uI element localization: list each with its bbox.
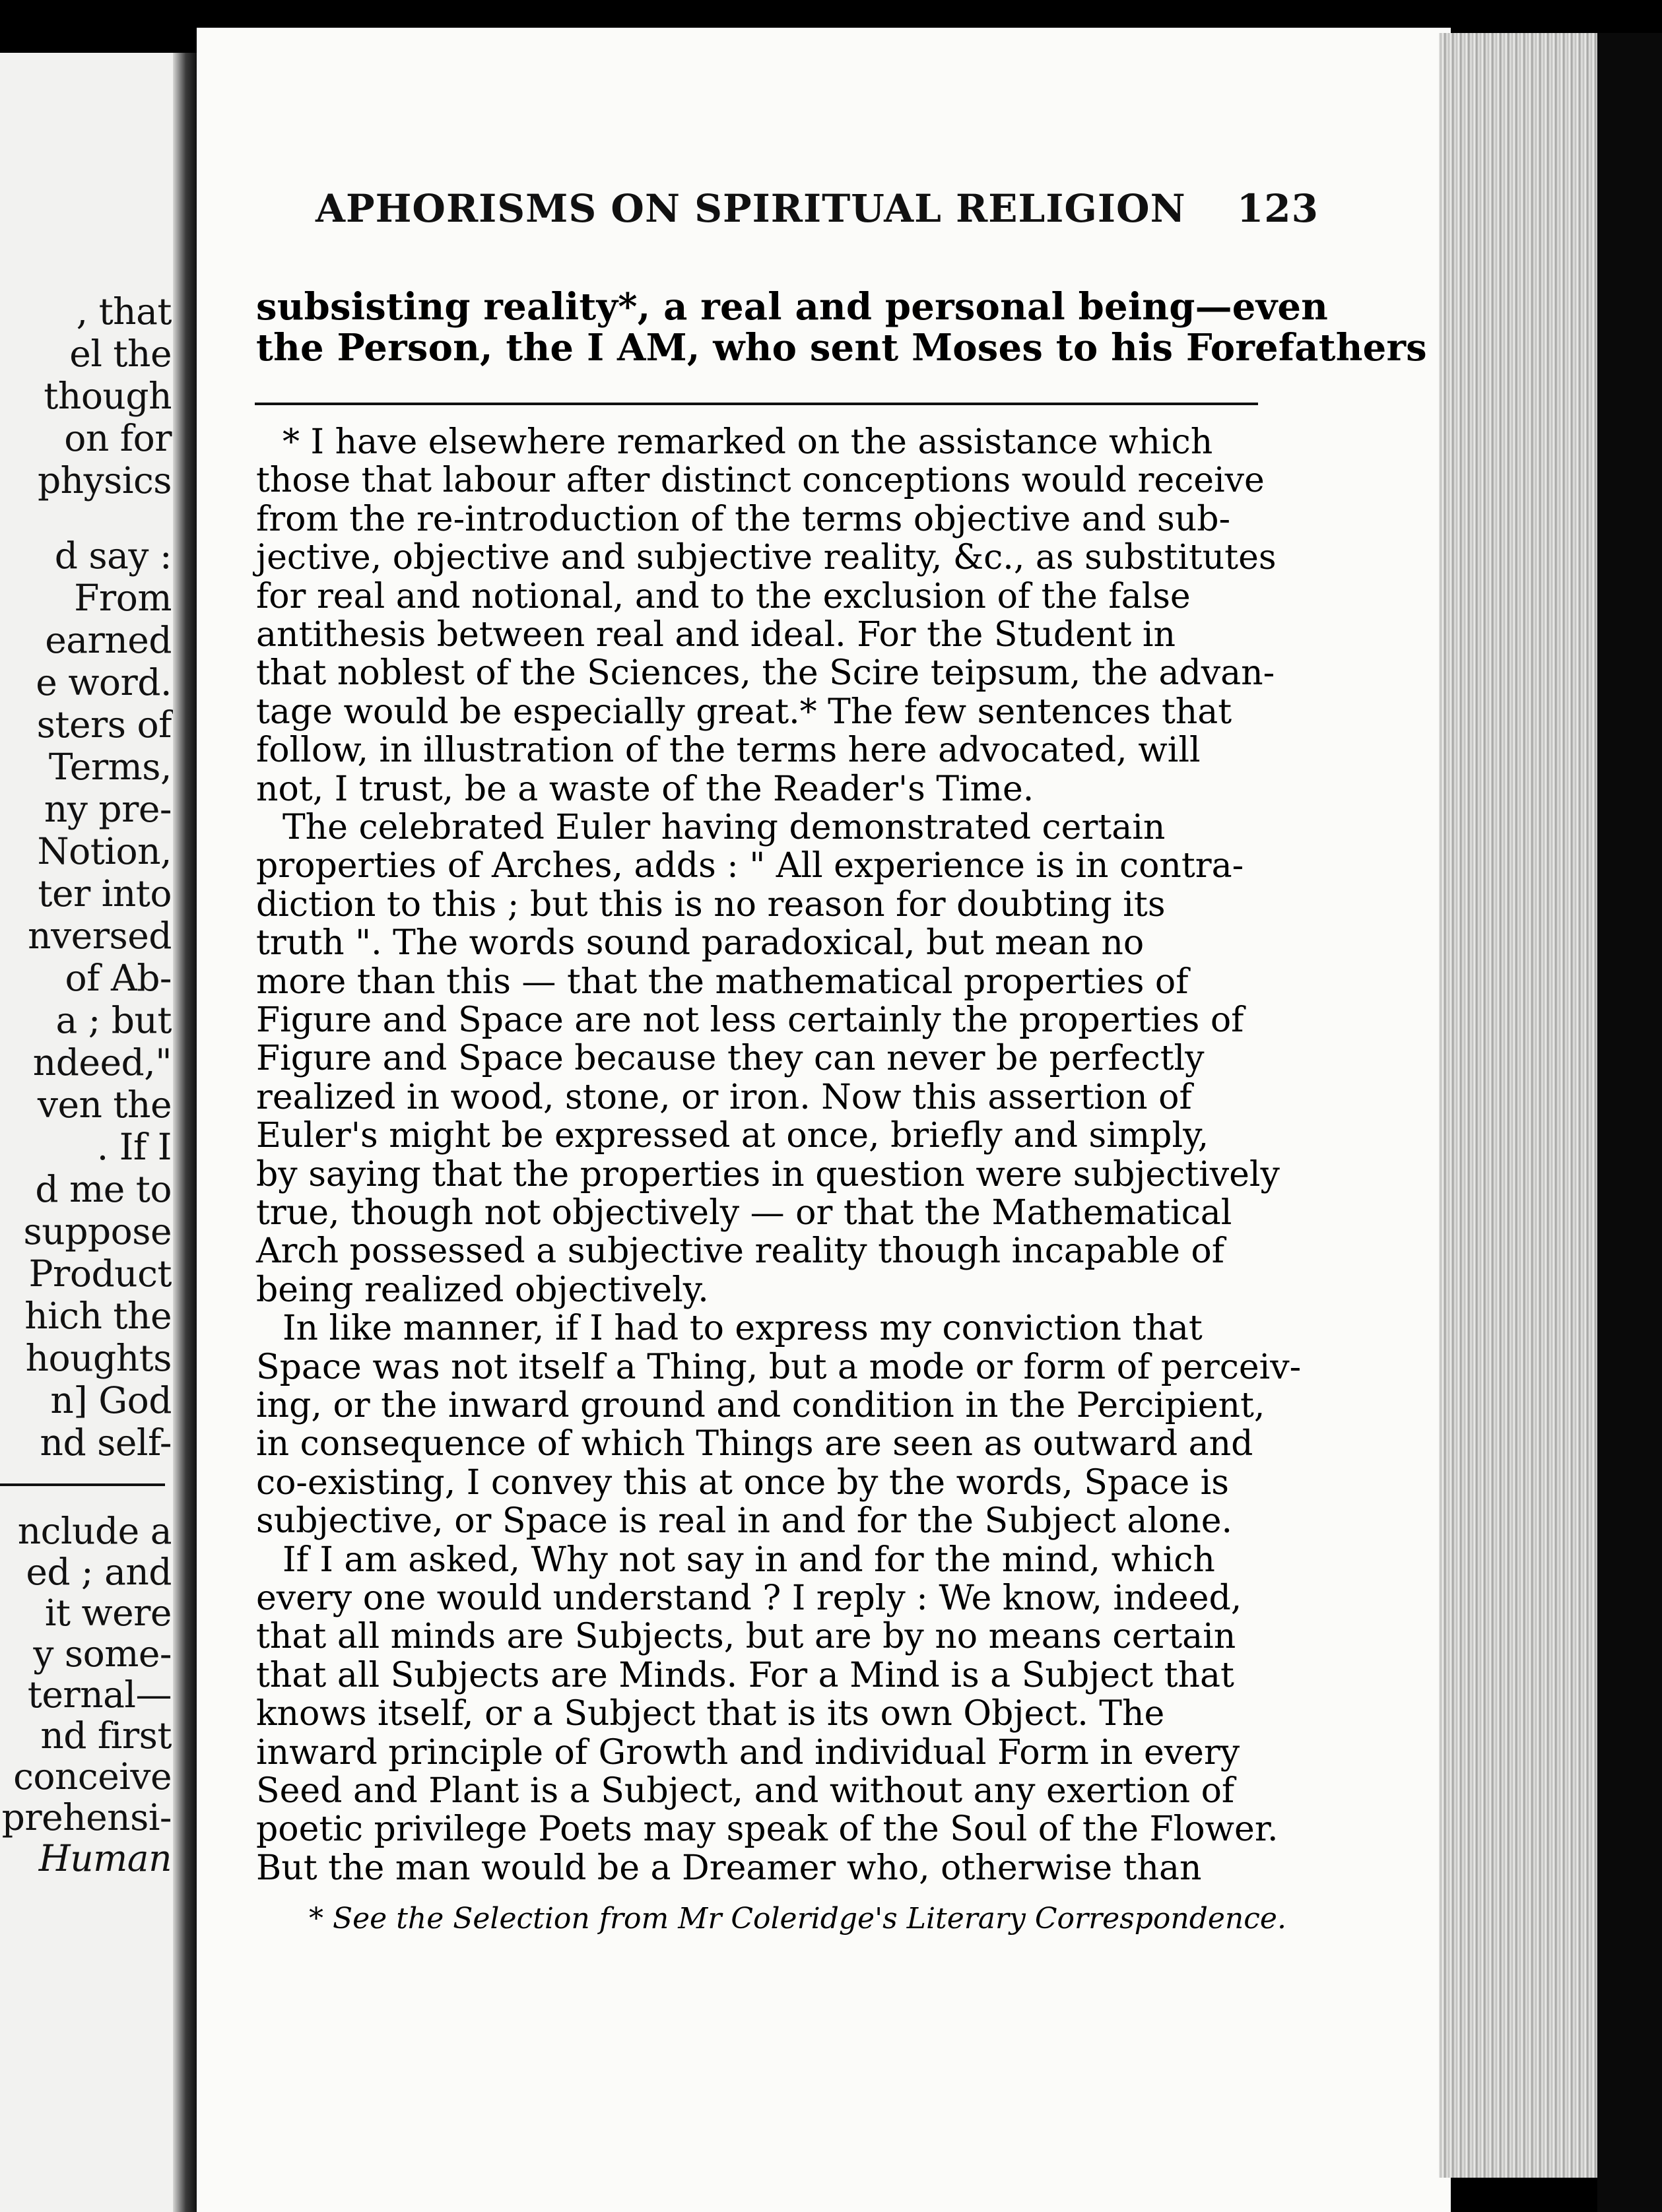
footnote-line: Seed and Plant is a Subject, and without any exertion of (256, 1771, 1235, 1811)
footnote-line: jective, objective and subjective reality, &c., as substitutes (256, 538, 1277, 578)
footnote-line: realized in wood, stone, or iron. Now this assertion of (256, 1077, 1192, 1117)
footnote-rule (255, 403, 1258, 405)
left-page-line: houghts (25, 1337, 172, 1379)
footnote-line: by saying that the properties in question were subjectively (256, 1154, 1280, 1194)
left-page-line: ven the (37, 1084, 172, 1126)
left-page-line: sters of (36, 703, 172, 746)
footnote-line: those that labour after distinct conceptions would receive (256, 461, 1265, 501)
footnote-line: If I am asked, Why not say in and for the mind, which (283, 1540, 1215, 1580)
footnote-line: in consequence of which Things are seen as outward and (256, 1424, 1253, 1464)
footnote-line: being realized objectively. (256, 1270, 709, 1310)
left-page-line: ter into (38, 872, 172, 915)
footnote-line: every one would understand ? I reply : We know, indeed, (256, 1578, 1242, 1618)
footnote-line: more than this — that the mathematical properties of (256, 961, 1189, 1002)
bottom-footnote: * See the Selection from Mr Coleridge's Literary Correspondence. (309, 1902, 1286, 1936)
footnote-line: ing, or the inward ground and condition in the Percipient, (256, 1386, 1265, 1425)
footnote-line: subjective, or Space is real in and for the Subject alone. (256, 1501, 1233, 1542)
footnote-line: Figure and Space are not less certainly the properties of (256, 1000, 1244, 1040)
left-page-line: hich the (24, 1295, 172, 1337)
left-page-line: y some- (33, 1633, 172, 1675)
left-page (0, 53, 191, 2212)
left-page-line: , that (76, 290, 172, 333)
left-page-line: nversed (28, 915, 172, 957)
left-page-line: e word. (36, 661, 172, 703)
left-page-line: d say : (54, 535, 172, 577)
footnote-line: for real and notional, and to the exclusion of the false (256, 576, 1191, 616)
left-page-line: ternal— (27, 1674, 172, 1716)
footnote-line: that noblest of the Sciences, the Scire teipsum, the advan- (256, 653, 1275, 694)
footnote-line: inward principle of Growth and individual Form in every (256, 1732, 1240, 1773)
left-page-line: though (44, 375, 172, 417)
left-page-line: Product (28, 1252, 172, 1295)
left-page-line: Terms, (48, 746, 172, 788)
left-page-line: el the (69, 333, 172, 375)
left-page-line: of Ab- (65, 957, 172, 999)
left-page-line: nd first (40, 1714, 172, 1757)
footnote-line: Arch possessed a subjective reality though incapable of (256, 1231, 1224, 1272)
left-page-line: on for (64, 417, 172, 459)
left-page-line: earned (45, 619, 172, 661)
left-page-line: prehensi- (1, 1796, 172, 1838)
footnote-line: that all Subjects are Minds. For a Mind is a Subject that (256, 1655, 1234, 1695)
footnote-line: properties of Arches, adds : " All experience is in contra- (256, 846, 1244, 886)
left-page-line: n] God (50, 1379, 172, 1421)
left-page-line: Notion, (37, 830, 172, 872)
left-page-line: . If I (96, 1126, 172, 1168)
left-page-line: a ; but (55, 999, 172, 1041)
footnote-line: true, though not objectively — or that the Mathematical (256, 1193, 1232, 1233)
left-page-line: Human (38, 1837, 172, 1879)
left-page-line: ed ; and (26, 1551, 172, 1593)
main-text-line: subsisting reality*, a real and personal being—even (256, 285, 1329, 329)
footnote-line: follow, in illustration of the terms here advocated, will (256, 731, 1201, 771)
left-page-line: nclude a (17, 1510, 172, 1552)
left-page-line: d me to (35, 1168, 172, 1210)
right-page (197, 28, 1451, 2212)
footnote-line: The celebrated Euler having demonstrated certain (283, 808, 1166, 847)
footnote-line: from the re-introduction of the terms objective and sub- (256, 499, 1231, 539)
footnote-line: tage would be especially great.* The few sentences that (256, 692, 1232, 732)
footnote-line: knows itself, or a Subject that is its own Object. The (256, 1694, 1165, 1734)
book-gutter (173, 53, 197, 2212)
left-page-line: suppose (23, 1210, 172, 1252)
footnote-line: Figure and Space because they can never be perfectly (256, 1039, 1205, 1079)
footnote-line: not, I trust, be a waste of the Reader's Time. (256, 769, 1034, 809)
header-title: APHORISMS ON SPIRITUAL RELIGION (316, 186, 1186, 231)
left-page-line: physics (37, 459, 172, 502)
footnote-line: diction to this ; but this is no reason for doubting its (256, 884, 1166, 925)
left-page-line: nd self- (40, 1421, 172, 1464)
left-page-line: conceive (13, 1755, 172, 1798)
footnote-line: Space was not itself a Thing, but a mode or form of perceiv- (256, 1347, 1302, 1387)
left-page-rule (0, 1483, 165, 1486)
page-edges (1439, 33, 1612, 2178)
left-page-line: ny pre- (44, 788, 172, 830)
footnote-line: that all minds are Subjects, but are by no means certain (256, 1617, 1236, 1657)
running-header (316, 186, 1319, 231)
left-page-line: ndeed," (32, 1041, 172, 1084)
footnote-line: But the man would be a Dreamer who, otherwise than (256, 1848, 1202, 1888)
footnote-line: poetic privilege Poets may speak of the Soul of the Flower. (256, 1809, 1279, 1850)
footnote-line: Euler's might be expressed at once, briefly and simply, (256, 1116, 1209, 1156)
edge-shadow (1597, 33, 1662, 2212)
footnote-line: In like manner, if I had to express my conviction that (283, 1309, 1203, 1349)
footnote-line: co-existing, I convey this at once by the words, Space is (256, 1462, 1229, 1503)
left-page-line: it were (44, 1592, 172, 1634)
main-text-line: the Person, the I AM, who sent Moses to his Forefathers (256, 326, 1427, 370)
left-page-line: From (74, 577, 172, 619)
footnote-line: truth ". The words sound paradoxical, but mean no (256, 923, 1145, 963)
footnote-line: * I have elsewhere remarked on the assistance which (283, 422, 1213, 462)
footnote-line: antithesis between real and ideal. For the Student in (256, 615, 1176, 655)
page-number: 123 (1236, 186, 1319, 231)
